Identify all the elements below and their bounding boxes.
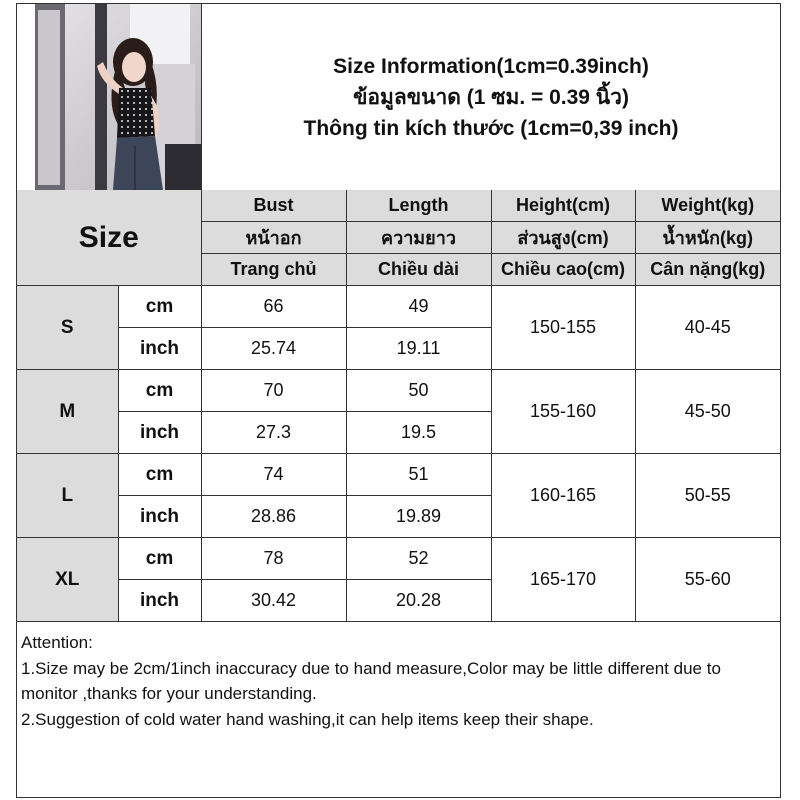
unit-cm: cm	[118, 286, 201, 328]
col-weight-en: Weight(kg)	[635, 190, 780, 222]
unit-inch: inch	[118, 580, 201, 622]
unit-cm: cm	[118, 370, 201, 412]
product-photo-illustration	[35, 4, 201, 190]
weight-range: 40-45	[635, 286, 780, 370]
size-label: XL	[17, 538, 118, 622]
size-label: M	[17, 370, 118, 454]
product-photo	[35, 4, 202, 190]
table-row	[17, 286, 780, 328]
attention-item-2: 2.Suggestion of cold water hand washing,it can help items keep their shape.	[21, 709, 594, 729]
height-range: 160-165	[491, 454, 635, 538]
bust-inch-value: 25.74	[201, 328, 346, 370]
length-cm-value: 49	[346, 286, 491, 328]
bust-cm-value: 66	[201, 286, 346, 328]
col-weight-th: น้ำหนัก(kg)	[635, 222, 780, 254]
title-vietnamese: Thông tin kích thước (1cm=0,39 inch)	[303, 116, 679, 140]
table-row	[17, 370, 780, 412]
length-inch-value: 19.89	[346, 496, 491, 538]
col-bust-th: หน้าอก	[201, 222, 346, 254]
bust-inch-value: 28.86	[201, 496, 346, 538]
weight-range: 45-50	[635, 370, 780, 454]
bust-cm-value: 70	[201, 370, 346, 412]
col-height-th: ส่วนสูง(cm)	[491, 222, 635, 254]
col-height-en: Height(cm)	[491, 190, 635, 222]
col-weight-vi: Cân nặng(kg)	[635, 254, 780, 286]
col-bust-en: Bust	[201, 190, 346, 222]
size-label: S	[17, 286, 118, 370]
weight-range: 50-55	[635, 454, 780, 538]
length-inch-value: 19.5	[346, 412, 491, 454]
header-row-en	[17, 190, 780, 222]
unit-inch: inch	[118, 412, 201, 454]
length-cm-value: 51	[346, 454, 491, 496]
size-table	[17, 190, 780, 622]
length-inch-value: 19.11	[346, 328, 491, 370]
table-row	[17, 454, 780, 496]
bust-inch-value: 27.3	[201, 412, 346, 454]
col-length-en: Length	[346, 190, 491, 222]
size-label: L	[17, 454, 118, 538]
unit-inch: inch	[118, 496, 201, 538]
unit-cm: cm	[118, 538, 201, 580]
height-range: 150-155	[491, 286, 635, 370]
weight-range: 55-60	[635, 538, 780, 622]
height-range: 165-170	[491, 538, 635, 622]
table-row	[17, 538, 780, 580]
col-length-vi: Chiều dài	[346, 254, 491, 286]
col-height-vi: Chiều cao(cm)	[491, 254, 635, 286]
bust-cm-value: 74	[201, 454, 346, 496]
attention-item-1: 1.Size may be 2cm/1inch inaccuracy due to hand measure,Color may be little different due to monitor ,thanks for your understanding.	[21, 658, 721, 703]
length-cm-value: 50	[346, 370, 491, 412]
size-chart-sheet	[16, 3, 781, 798]
attention-notes	[17, 628, 780, 732]
title-thai: ข้อมูลขนาด (1 ซม. = 0.39 นิ้ว)	[353, 85, 629, 109]
header-row	[17, 4, 780, 191]
title-english: Size Information(1cm=0.39inch)	[333, 54, 649, 78]
bust-cm-value: 78	[201, 538, 346, 580]
size-heading: Size	[17, 190, 201, 286]
attention-heading: Attention:	[21, 633, 93, 652]
col-bust-vi: Trang chủ	[201, 254, 346, 286]
unit-cm: cm	[118, 454, 201, 496]
height-range: 155-160	[491, 370, 635, 454]
unit-inch: inch	[118, 328, 201, 370]
length-inch-value: 20.28	[346, 580, 491, 622]
length-cm-value: 52	[346, 538, 491, 580]
col-length-th: ความยาว	[346, 222, 491, 254]
size-info-title	[202, 4, 780, 190]
bust-inch-value: 30.42	[201, 580, 346, 622]
